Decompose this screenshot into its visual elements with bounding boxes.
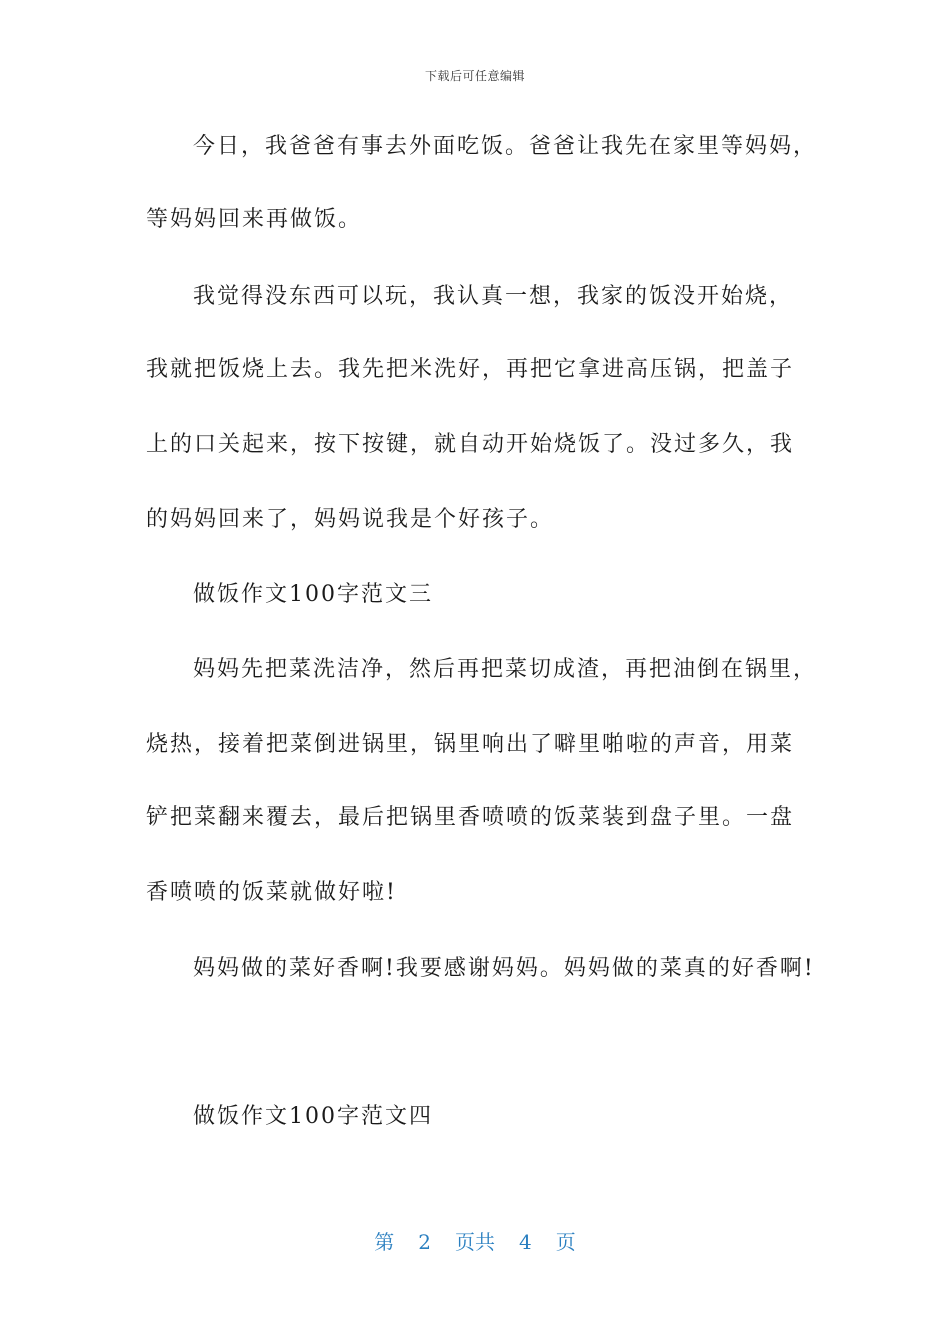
total-pages: 4 xyxy=(519,1230,532,1254)
paragraph-4-line-4: 香喷喷的饭菜就做好啦! xyxy=(146,880,397,905)
paragraph-2-line-3: 上的口关起来，按下按键，就自动开始烧饭了。没过多久，我 xyxy=(146,432,795,457)
paragraph-1-line-2: 等妈妈回来再做饭。 xyxy=(146,207,363,232)
section-heading-4: 做饭作文100字范文四 xyxy=(193,1104,433,1129)
paragraph-4-line-3: 铲把菜翻来覆去，最后把锅里香喷喷的饭菜装到盘子里。一盘 xyxy=(146,805,795,830)
page-separator: 页共 xyxy=(455,1230,495,1254)
section-heading-3: 做饭作文100字范文三 xyxy=(193,582,433,607)
paragraph-5-line-1: 妈妈做的菜好香啊!我要感谢妈妈。妈妈做的菜真的好香啊! xyxy=(193,956,815,981)
page-label: 第 xyxy=(374,1230,395,1254)
paragraph-4-line-2: 烧热，接着把菜倒进锅里，锅里响出了噼里啪啦的声音，用菜 xyxy=(146,732,795,757)
page-number: 2 xyxy=(418,1230,431,1254)
page-footer xyxy=(0,1226,950,1255)
paragraph-2-line-4: 的妈妈回来了，妈妈说我是个好孩子。 xyxy=(146,507,555,532)
page-header: 下载后可任意编辑 xyxy=(424,69,525,83)
page-end: 页 xyxy=(555,1230,576,1254)
paragraph-4-line-1: 妈妈先把菜洗洁净，然后再把菜切成渣，再把油倒在锅里， xyxy=(193,657,818,682)
paragraph-2-line-1: 我觉得没东西可以玩，我认真一想，我家的饭没开始烧， xyxy=(193,284,794,309)
paragraph-1-line-1: 今日，我爸爸有事去外面吃饭。爸爸让我先在家里等妈妈， xyxy=(193,134,818,159)
paragraph-2-line-2: 我就把饭烧上去。我先把米洗好，再把它拿进高压锅，把盖子 xyxy=(146,357,795,382)
